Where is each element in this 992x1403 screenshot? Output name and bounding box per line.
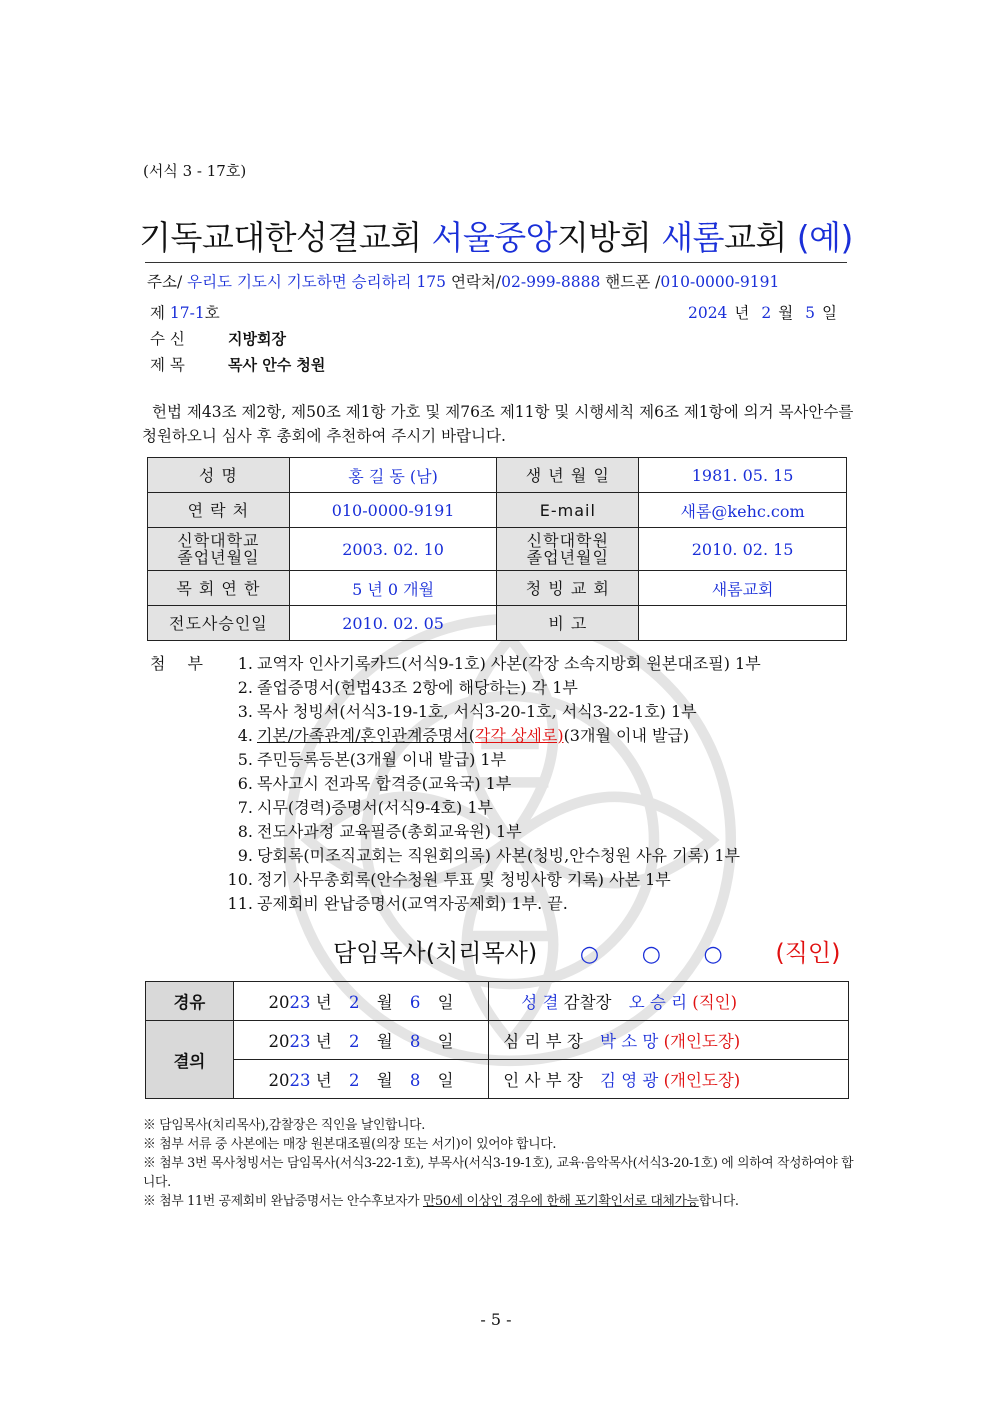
ministry-years-label: 목 회 연 한 bbox=[148, 571, 290, 606]
college-label-line2: 졸업년월일 bbox=[177, 548, 260, 567]
item-text: 교역자 인사기록카드(서식9-1호) 사본(각장 소속지방회 원본대조필) 1부 bbox=[257, 654, 761, 673]
year-suffix: 23 bbox=[289, 993, 311, 1012]
item-text: 시무(경력)증명서(서식9-4호) 1부 bbox=[257, 798, 494, 817]
approver bbox=[489, 1021, 849, 1060]
contact-value: 02-999-8888 bbox=[501, 273, 601, 291]
name-label: 성 명 bbox=[148, 458, 290, 493]
day-value: 6 bbox=[409, 993, 421, 1012]
name-placeholder-circle: ○ bbox=[703, 942, 723, 967]
page-number: - 5 - bbox=[480, 1310, 512, 1329]
approver bbox=[489, 982, 849, 1021]
item-text: 전도사과정 교육필증(총회교육원) 1부 bbox=[257, 822, 522, 841]
item-text: 목사고시 전과목 합격증(교육국) 1부 bbox=[257, 774, 512, 793]
approval-table bbox=[145, 981, 849, 1099]
list-item bbox=[221, 699, 761, 723]
title-district: 서울중앙 bbox=[431, 218, 558, 257]
email-value: 새롬@kehc.com bbox=[639, 493, 847, 528]
recipient-row bbox=[150, 327, 286, 349]
list-item bbox=[221, 795, 761, 819]
item-text-highlight: 각각 상세로) bbox=[474, 726, 564, 745]
year-prefix: 20 bbox=[268, 993, 290, 1012]
evangelist-approval-value: 2010. 02. 05 bbox=[289, 606, 497, 641]
item-text: 주민등록등본(3개월 이내 발급) 1부 bbox=[257, 750, 507, 769]
approver-role: 감찰장 bbox=[563, 993, 612, 1012]
list-item bbox=[221, 675, 761, 699]
list-item bbox=[221, 747, 761, 771]
document-number bbox=[150, 301, 220, 323]
mobile-label: 핸드폰 / bbox=[605, 273, 661, 291]
title-denomination: 기독교대한성결교회 bbox=[139, 218, 422, 257]
date-month-unit: 월 bbox=[778, 304, 794, 322]
approver-name: 김 영 광 bbox=[600, 1071, 659, 1090]
pastor-title: 담임목사(치리목사) bbox=[333, 939, 538, 967]
item-number: 8. bbox=[237, 822, 253, 841]
birth-value: 1981. 05. 15 bbox=[639, 458, 847, 493]
contact-value: 010-0000-9191 bbox=[289, 493, 497, 528]
year-unit: 년 bbox=[315, 1032, 332, 1051]
document-date bbox=[681, 301, 837, 323]
calling-church-value: 새롬교회 bbox=[639, 571, 847, 606]
year-prefix: 20 bbox=[268, 1032, 290, 1051]
month-value: 2 bbox=[348, 1032, 360, 1051]
pastor-seal: (직인) bbox=[775, 939, 841, 967]
calling-church-label: 청 빙 교 회 bbox=[497, 571, 639, 606]
decision-label: 결의 bbox=[146, 1021, 234, 1099]
table-row bbox=[148, 493, 847, 528]
footnote-underlined: 만50세 이상인 경우에 한해 포기확인서로 대체가능 bbox=[422, 1194, 699, 1209]
footnote: ※ 첨부 3번 목사청빙서는 담임목사(서식3-22-1호), 부목사(서식3-19-1호), 교육·음악목사(서식3-20-1호) 에 의하여 작성하여야 합니다. bbox=[143, 1156, 854, 1190]
role-prefix: 성 결 bbox=[521, 993, 559, 1012]
item-text-suffix: (3개월 이내 발급) bbox=[563, 726, 690, 745]
pastor-signature-line bbox=[333, 933, 840, 968]
year-suffix: 23 bbox=[289, 1032, 311, 1051]
remarks-value bbox=[639, 606, 847, 641]
month-unit: 월 bbox=[376, 1071, 393, 1090]
body-paragraph: 헌법 제43조 제2항, 제50조 제1항 가호 및 제76조 제11항 및 시행세칙 제6조 제1항에 의거 목사안수를 청원하오니 심사 후 총회에 추천하여 주시기 바랍니다. bbox=[142, 403, 854, 445]
table-row bbox=[148, 571, 847, 606]
college-label-line1: 신학대학교 bbox=[177, 531, 260, 550]
evangelist-approval-label: 전도사승인일 bbox=[148, 606, 290, 641]
attachments-label-2: 부 bbox=[187, 654, 203, 673]
footnotes bbox=[143, 1116, 855, 1211]
approver-name: 오 승 리 bbox=[628, 993, 688, 1012]
name-value: 홍 길 동 (남) bbox=[289, 458, 497, 493]
name-placeholder-circle: ○ bbox=[579, 942, 600, 967]
address-line bbox=[147, 270, 779, 292]
title-divider bbox=[145, 262, 847, 263]
approval-date bbox=[233, 1021, 488, 1060]
table-row bbox=[148, 606, 847, 641]
doc-number-value: 17-1 bbox=[169, 304, 205, 322]
applicant-info-table bbox=[147, 457, 847, 641]
approver-seal: (개인도장) bbox=[663, 1032, 741, 1051]
month-unit: 월 bbox=[376, 1032, 393, 1051]
seminary-label-line1: 신학대학원 bbox=[526, 531, 609, 550]
footnote-suffix: 합니다. bbox=[698, 1194, 739, 1209]
footnote: ※ 담임목사(치리목사),감찰장은 직인을 날인합니다. bbox=[143, 1118, 425, 1133]
list-item bbox=[221, 891, 761, 915]
month-value: 2 bbox=[348, 993, 360, 1012]
approver-seal: (개인도장) bbox=[663, 1071, 741, 1090]
item-number: 7. bbox=[237, 798, 253, 817]
title-church: 새롬 bbox=[661, 218, 724, 257]
item-number: 10. bbox=[227, 870, 253, 889]
birth-label: 생 년 월 일 bbox=[497, 458, 639, 493]
table-row bbox=[148, 458, 847, 493]
item-text: 기본/가족관계/혼인관계증명서( bbox=[257, 726, 475, 745]
item-number: 3. bbox=[237, 702, 253, 721]
approver-name: 박 소 망 bbox=[600, 1032, 659, 1051]
address-value: 우리도 기도시 기도하면 승리하리 175 bbox=[187, 273, 447, 291]
date-month: 2 bbox=[761, 304, 772, 322]
doc-number-prefix: 제 bbox=[150, 304, 165, 322]
date-day: 5 bbox=[805, 304, 816, 322]
item-number: 9. bbox=[237, 846, 253, 865]
item-number: 6. bbox=[237, 774, 253, 793]
approval-date bbox=[233, 982, 488, 1021]
item-text: 공제회비 완납증명서(교역자공제회) 1부. 끝. bbox=[257, 894, 568, 913]
item-number: 2. bbox=[237, 678, 253, 697]
day-unit: 일 bbox=[437, 993, 454, 1012]
address-label: 주소/ bbox=[147, 273, 183, 291]
recipient-label: 수 신 bbox=[150, 330, 185, 348]
title-church-suffix: 교회 bbox=[723, 218, 787, 257]
subject-value: 목사 안수 청원 bbox=[228, 356, 326, 374]
table-row bbox=[146, 1021, 849, 1060]
list-item bbox=[221, 771, 761, 795]
list-item bbox=[221, 819, 761, 843]
contact-label: 연 락 처 bbox=[148, 493, 290, 528]
attachments-label-1: 첨 bbox=[150, 654, 166, 673]
approver-role: 심 리 부 장 bbox=[503, 1032, 583, 1051]
subject-label: 제 목 bbox=[150, 356, 185, 374]
attachments-label bbox=[150, 651, 203, 674]
item-text: 목사 청빙서(서식3-19-1호, 서식3-20-1호, 서식3-22-1호) 1부 bbox=[257, 702, 697, 721]
doc-number-suffix: 호 bbox=[204, 304, 220, 322]
year-suffix: 23 bbox=[289, 1071, 311, 1090]
item-text: 정기 사무총회록(안수청원 투표 및 청빙사항 기록) 사본 1부 bbox=[257, 870, 671, 889]
seminary-label-line2: 졸업년월일 bbox=[526, 548, 609, 567]
day-value: 8 bbox=[409, 1071, 421, 1090]
email-label: E-mail bbox=[497, 493, 639, 528]
item-text: 당회록(미조직교회는 직원회의록) 사본(청빙,안수청원 사유 기록) 1부 bbox=[257, 846, 740, 865]
date-day-unit: 일 bbox=[822, 304, 837, 322]
year-prefix: 20 bbox=[268, 1071, 290, 1090]
seminary-grad-label bbox=[497, 528, 639, 571]
title-example: (예) bbox=[796, 218, 853, 257]
list-item bbox=[221, 843, 761, 867]
footnote bbox=[143, 1192, 855, 1211]
item-number: 11. bbox=[227, 894, 253, 913]
list-item bbox=[221, 651, 761, 675]
page-title bbox=[0, 212, 992, 259]
contact-label: 연락처/ bbox=[450, 273, 502, 291]
item-text: 졸업증명서(헌법43조 2항에 해당하는) 각 1부 bbox=[257, 678, 578, 697]
approver-seal: (직인) bbox=[692, 993, 738, 1012]
table-row bbox=[148, 528, 847, 571]
day-unit: 일 bbox=[437, 1032, 454, 1051]
form-number: (서식 3 - 17호) bbox=[143, 162, 247, 180]
day-unit: 일 bbox=[437, 1071, 454, 1090]
table-row bbox=[146, 1060, 849, 1099]
approver-role: 인 사 부 장 bbox=[503, 1071, 583, 1090]
footnote-text: ※ 첨부 11번 공제회비 완납증명서는 안수후보자가 bbox=[143, 1194, 423, 1209]
footnote: ※ 첨부 서류 중 사본에는 매장 원본대조필(의장 또는 서기)이 있어야 합니다. bbox=[143, 1137, 557, 1152]
item-number: 5. bbox=[237, 750, 253, 769]
list-item bbox=[221, 723, 761, 747]
seminary-grad-value: 2010. 02. 15 bbox=[639, 528, 847, 571]
item-number: 4. bbox=[237, 726, 253, 745]
college-grad-value: 2003. 02. 10 bbox=[289, 528, 497, 571]
month-value: 2 bbox=[348, 1071, 360, 1090]
table-row bbox=[146, 982, 849, 1021]
item-number: 1. bbox=[237, 654, 253, 673]
date-year-unit: 년 bbox=[734, 304, 750, 322]
college-grad-label bbox=[148, 528, 290, 571]
attachments-list bbox=[221, 651, 761, 915]
review-label: 경유 bbox=[146, 982, 234, 1021]
ministry-years-value: 5 년 0 개월 bbox=[289, 571, 497, 606]
approval-date bbox=[233, 1060, 488, 1099]
day-value: 8 bbox=[409, 1032, 421, 1051]
name-placeholder-circle: ○ bbox=[641, 942, 661, 967]
month-unit: 월 bbox=[376, 993, 393, 1012]
year-unit: 년 bbox=[315, 993, 332, 1012]
mobile-value: 010-0000-9191 bbox=[660, 273, 780, 291]
remarks-label: 비 고 bbox=[497, 606, 639, 641]
subject-row bbox=[150, 353, 325, 375]
recipient-value: 지방회장 bbox=[228, 330, 286, 348]
year-unit: 년 bbox=[315, 1071, 332, 1090]
date-year: 2024 bbox=[687, 304, 728, 322]
title-district-suffix: 지방회 bbox=[557, 218, 652, 257]
list-item bbox=[221, 867, 761, 891]
approver bbox=[489, 1060, 849, 1099]
